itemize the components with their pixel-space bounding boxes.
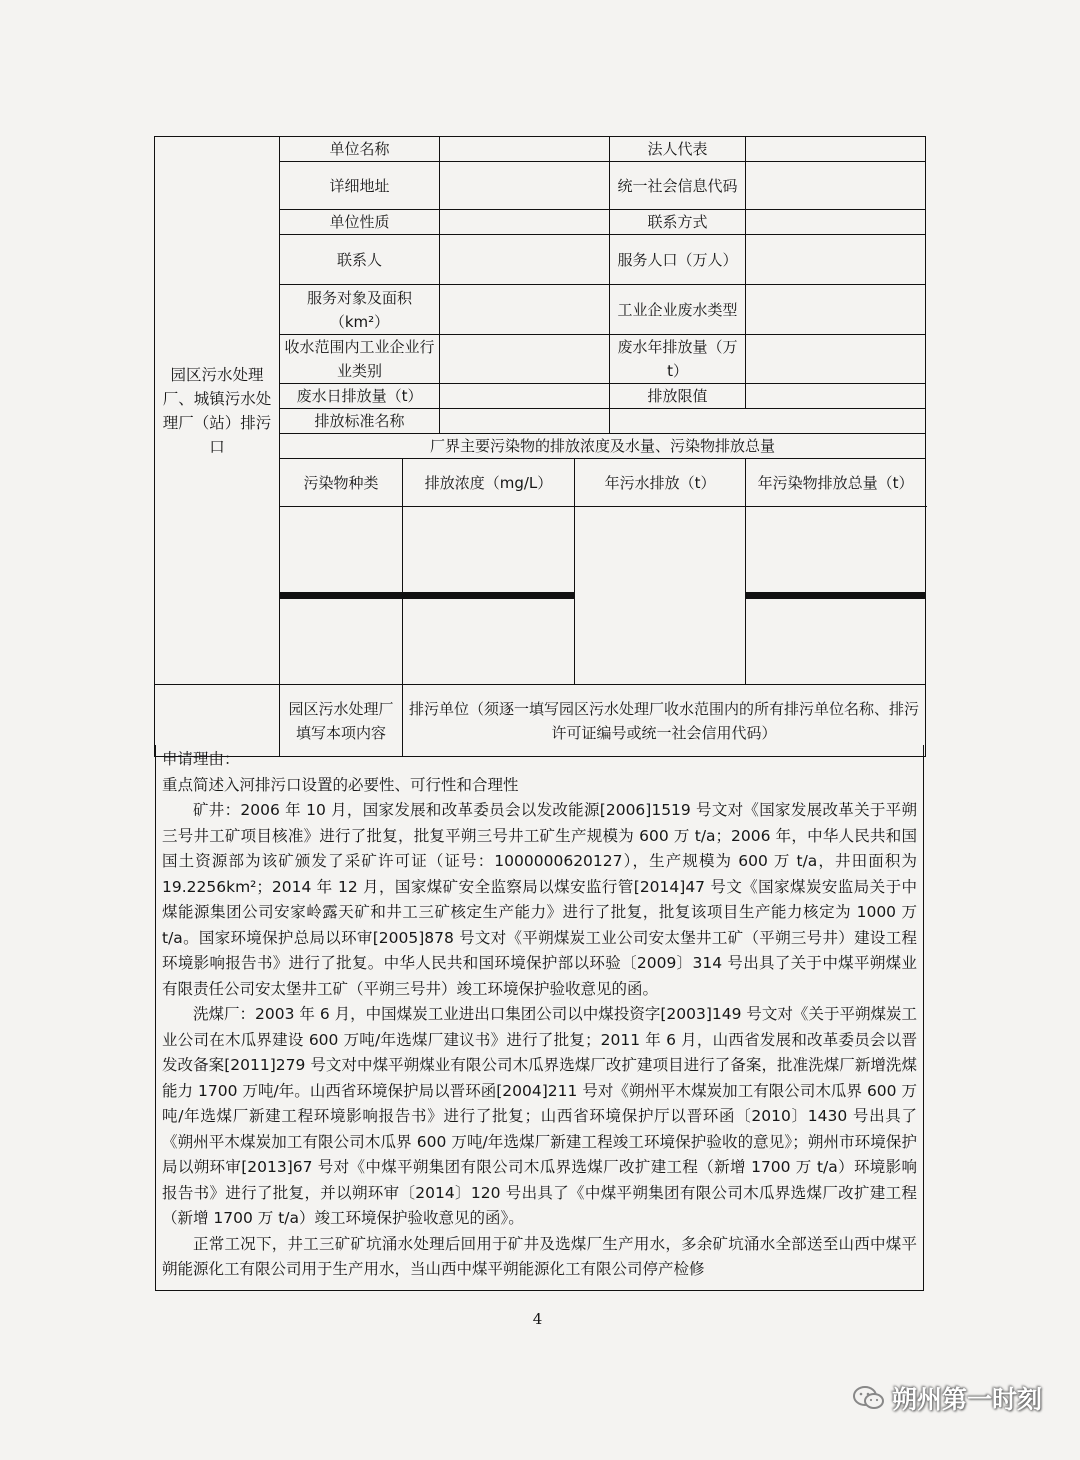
col-concentration: 排放浓度（mg/L）: [403, 459, 575, 507]
label-daily-discharge: 废水日排放量（t）: [280, 384, 440, 409]
label-service-area: 服务对象及面积（km²）: [280, 285, 440, 335]
value-discharge-limit[interactable]: [746, 384, 926, 409]
side-label: 园区污水处理厂、城镇污水处理厂（站）排污口: [155, 137, 280, 685]
label-contact-person: 联系人: [280, 235, 440, 285]
reason-heading: 申请理由：: [162, 750, 240, 768]
value-contact-person[interactable]: [440, 235, 610, 285]
watermark-text: 朔州第一时刻: [891, 1385, 1042, 1414]
value-address[interactable]: [440, 162, 610, 210]
application-reason: [155, 745, 924, 1291]
pollutant-type-cells[interactable]: [280, 507, 403, 685]
value-service-area[interactable]: [440, 285, 610, 335]
col-pollutant-type: 污染物种类: [280, 459, 403, 507]
watermark: [852, 1380, 1042, 1416]
label-unit-nature: 单位性质: [280, 210, 440, 235]
label-unit-name: 单位名称: [280, 137, 440, 162]
label-industry-category: 收水范围内工业企业行业类别: [280, 335, 440, 384]
label-discharge-limit: 排放限值: [610, 384, 746, 409]
page-number: 4: [532, 1310, 543, 1328]
reason-subheading: 重点简述入河排污口设置的必要性、可行性和合理性: [162, 775, 519, 794]
reason-normal-paragraph: 正常工况下，井工三矿矿坑涌水处理后回用于矿井及选煤厂生产用水，多余矿坑涌水全部送至山西中煤平朔能源化工有限公司用于生产用水，当山西中煤平朔能源化工有限公司停产检修: [162, 1234, 917, 1278]
concentration-cells[interactable]: [403, 507, 575, 685]
value-wastewater-type[interactable]: [746, 285, 926, 335]
reason-washery-paragraph: 洗煤厂：2003 年 6 月，中国煤炭工业进出口集团公司以中煤投资字[2003]149 号文对《关于平朔煤炭工业公司在木瓜界建设 600 万吨/年选煤厂建议书》进行了批复；2011 年 6 月，山西省发展和改革委员会以晋发改备案[2011]279 号文对中煤平朔煤业有限公司木瓜界选煤厂改扩建项目进行了备案，批准洗煤厂新增洗煤能力 1700 万吨/年。山西省环境保护局以晋环函[2004]211 号对《朔州平木煤炭加工有限公司木瓜界 600 万吨/年选煤厂新建工程环境影响报告书》进行了批复；山西省环境保护厅以晋环函〔2010〕1430 号出具了《朔州平木煤炭加工有限公司木瓜界 600 万吨/年选煤厂新建工程竣工环境保护验收的意见》；朔州市环境保护局以朔环审[2013]67 号对《中煤平朔集团有限公司木瓜界选煤厂改扩建工程（新增 1700 万 t/a）环境影响报告书》进行了批复，并以朔环审〔2014〕120 号出具了《中煤平朔集团有限公司木瓜界选煤厂改扩建工程（新增 1700 万 t/a）竣工环境保护验收意见的函》。: [162, 1005, 917, 1227]
annual-sewage-cell[interactable]: [575, 507, 746, 685]
label-standard-name: 排放标准名称: [280, 409, 440, 434]
outfall-info-table: [154, 136, 926, 757]
value-daily-discharge[interactable]: [440, 384, 610, 409]
value-standard-name[interactable]: [440, 409, 610, 434]
label-address: 详细地址: [280, 162, 440, 210]
reason-mine-paragraph: 矿井：2006 年 10 月，国家发展和改革委员会以发改能源[2006]1519 号文对《国家发展改革关于平朔三号井工矿项目核准》进行了批复，批复平朔三号井工矿生产规模为 600 万 t/a；2006 年，中华人民共和国国土资源部为该矿颁发了采矿许可证（证号：1000000620127），生产规模为 600 万 t/a，井田面积为 19.2256km²；2014 年 12 月，国家煤矿安全监察局以煤安监行管[2014]47 号文《国家煤炭安监局关于中煤能源集团公司安家岭露天矿和井工三矿核定生产能力》进行了批复，批复该项目生产能力核定为 1000 万 t/a。国家环境保护总局以环审[2005]878 号文对《平朔煤炭工业公司安太堡井工矿（平朔三号井）建设工程环境影响报告书》进行了批复。中华人民共和国环境保护部以环验〔2009〕314 号出具了关于中煤平朔煤业有限责任公司安太堡井工矿（平朔三号井）竣工环境保护验收意见的函。: [162, 801, 917, 998]
park-label: 园区污水处理厂填写本项内容: [280, 685, 403, 757]
value-standard-name-extra: [610, 409, 926, 434]
value-legal-rep[interactable]: [746, 137, 926, 162]
value-unit-name[interactable]: [440, 137, 610, 162]
park-note: 排污单位（须逐一填写园区污水处理厂收水范围内的所有排污单位名称、排污许可证编号或统一社会信用代码）: [403, 685, 926, 757]
label-legal-rep: 法人代表: [610, 137, 746, 162]
section-header: 厂界主要污染物的排放浓度及水量、污染物排放总量: [280, 434, 926, 459]
label-credit-code: 统一社会信息代码: [610, 162, 746, 210]
label-wastewater-type: 工业企业废水类型: [610, 285, 746, 335]
value-industry-category[interactable]: [440, 335, 610, 384]
value-unit-nature[interactable]: [440, 210, 610, 235]
label-contact-method: 联系方式: [610, 210, 746, 235]
value-contact-method[interactable]: [746, 210, 926, 235]
annual-total-cells[interactable]: [746, 507, 926, 685]
col-annual-sewage: 年污水排放（t）: [575, 459, 746, 507]
label-service-population: 服务人口（万人）: [610, 235, 746, 285]
col-annual-total: 年污染物排放总量（t）: [746, 459, 926, 507]
value-annual-discharge[interactable]: [746, 335, 926, 384]
wechat-icon: [852, 1385, 886, 1411]
value-service-population[interactable]: [746, 235, 926, 285]
value-credit-code[interactable]: [746, 162, 926, 210]
label-annual-discharge: 废水年排放量（万t）: [610, 335, 746, 384]
